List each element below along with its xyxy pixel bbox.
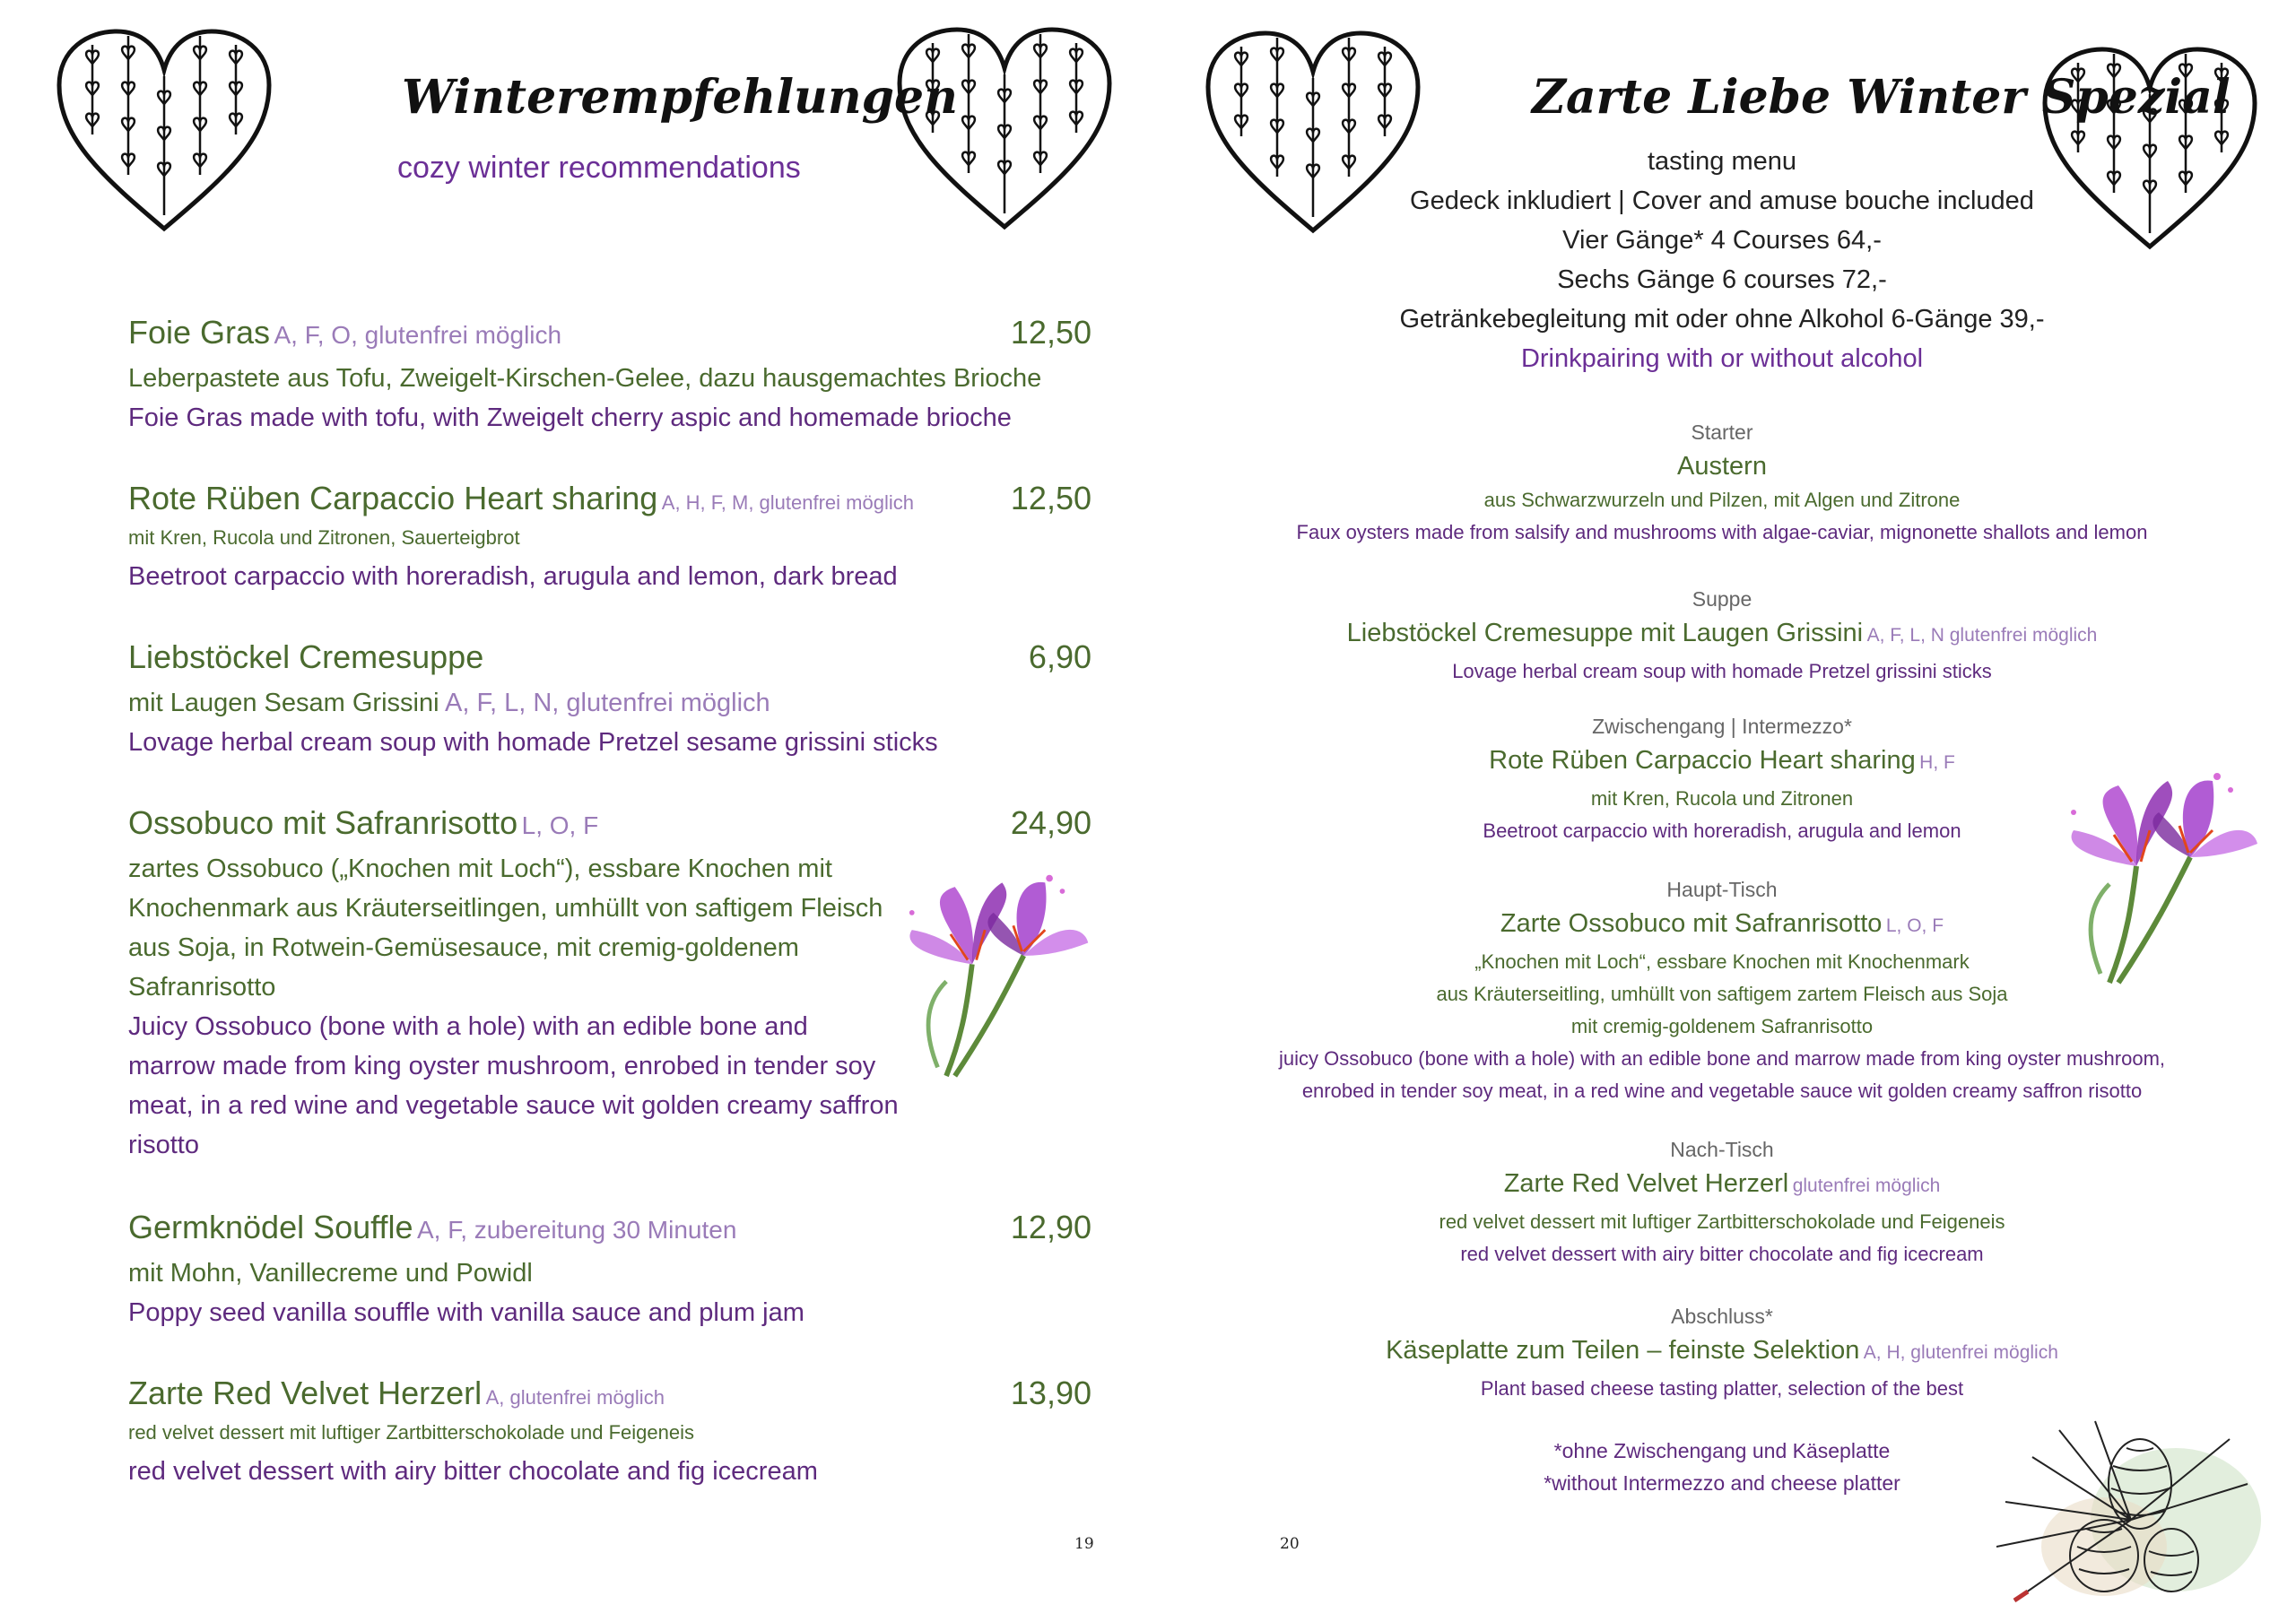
page-title: Winterempfehlungen — [402, 70, 958, 125]
dish-price: 6,90 — [1028, 638, 1091, 675]
dish-allergens: L, O, F — [521, 811, 599, 839]
dish-description-en: risotto — [128, 1131, 199, 1159]
course-description-de: red velvet dessert mit luftiger Zartbitterschokolade und Feigeneis — [1439, 1210, 2005, 1233]
course-category: Zwischengang | Intermezzo* — [1592, 715, 1852, 738]
course-description-en: Faux oysters made from salsify and mushrooms with algae-caviar, mignonette shallots and lemon — [1296, 521, 2148, 543]
course-allergens: A, F, L, N glutenfrei möglich — [1866, 625, 2098, 646]
heart-doodle-icon — [892, 25, 1117, 231]
dish-description-en: meat, in a red wine and vegetable sauce wit golden creamy saffron — [128, 1091, 899, 1120]
heart-doodle-icon — [52, 27, 276, 233]
crocus-flower-icon — [2047, 741, 2262, 1010]
course-description-en: juicy Ossobuco (bone with a hole) with an edible bone and marrow made from king oyster mushroom, — [1278, 1047, 2166, 1070]
footnote: *without Intermezzo and cheese platter — [1544, 1471, 1900, 1495]
course-name: Käseplatte zum Teilen – feinste Selektion — [1386, 1336, 1860, 1365]
right-page — [1148, 0, 2296, 1622]
page-subtitle: cozy winter recommendations — [397, 151, 801, 185]
header-line: Vier Gänge* 4 Courses 64,- — [1562, 226, 1882, 255]
footnote: *ohne Zwischengang und Käseplatte — [1553, 1439, 1891, 1462]
dish-description-de: zartes Ossobuco („Knochen mit Loch“), essbare Knochen mit — [128, 854, 832, 883]
dish-name: Liebstöckel Cremesuppe — [128, 638, 484, 675]
dish-name: Rote Rüben Carpaccio Heart sharing — [128, 480, 658, 516]
header-line: Sechs Gänge 6 courses 72,- — [1557, 265, 1887, 294]
dish-description-de: Safranrisotto — [128, 973, 276, 1002]
dish-name: Ossobuco mit Safranrisotto — [128, 804, 518, 841]
dish-description-en: Lovage herbal cream soup with homade Pretzel sesame grissini sticks — [128, 728, 938, 757]
dish-name: Germknödel Souffle — [128, 1209, 413, 1245]
dish-description-de: mit Mohn, Vanillecreme und Powidl — [128, 1259, 533, 1288]
dish-price: 13,90 — [1010, 1375, 1091, 1411]
header-line-en: Drinkpairing with or without alcohol — [1520, 344, 1924, 373]
dish-price: 24,90 — [1010, 804, 1091, 841]
course-category: Starter — [1691, 421, 1753, 444]
dish-allergens: A, F, zubereitung 30 Minuten — [416, 1216, 737, 1244]
course-description-de: mit cremig-goldenem Safranrisotto — [1570, 1015, 1874, 1037]
course-category: Haupt-Tisch — [1666, 878, 1778, 901]
course-description-en: Plant based cheese tasting platter, selection of the best — [1480, 1377, 1964, 1400]
course-allergens: L, O, F — [1885, 915, 1944, 936]
course-category: Suppe — [1692, 587, 1752, 611]
dish-allergens: A, F, O, glutenfrei möglich — [274, 321, 562, 349]
tasting-menu-header — [1148, 142, 2296, 378]
course-name: Rote Rüben Carpaccio Heart sharing — [1489, 746, 1916, 775]
dish-description-de: Knochenmark aus Kräuterseitlingen, umhüllt von saftigem Fleisch — [128, 894, 883, 923]
crocus-flower-icon — [886, 856, 1092, 1089]
dish-description-de: aus Soja, in Rotwein-Gemüsesauce, mit cremig-goldenem — [128, 933, 799, 962]
dish-description-de: mit Laugen Sesam Grissini — [128, 689, 439, 717]
header-line: Getränkebegleitung mit oder ohne Alkohol 6-Gänge 39,- — [1399, 305, 2045, 334]
course-cheese — [1148, 1300, 2296, 1405]
course-allergens: H, F — [1919, 752, 1955, 773]
course-category: Nach-Tisch — [1670, 1138, 1774, 1161]
course-description-en: enrobed in tender soy meat, in a red wine and vegetable sauce wit golden creamy saffron risotto — [1301, 1080, 2143, 1102]
dish-description-de: red velvet dessert mit luftiger Zartbitterschokolade und Feigeneis — [128, 1421, 694, 1444]
course-description-en: red velvet dessert with airy bitter chocolate and fig icecream — [1460, 1243, 1984, 1265]
course-description-en: Beetroot carpaccio with horeradish, arugula and lemon — [1483, 820, 1961, 842]
course-description-de: aus Schwarzwurzeln und Pilzen, mit Algen und Zitrone — [1483, 489, 1961, 511]
dish-description-en: Foie Gras made with tofu, with Zweigelt cherry aspic and homemade brioche — [128, 403, 1012, 432]
dish-price: 12,90 — [1010, 1209, 1091, 1245]
dish-name: Zarte Red Velvet Herzerl — [128, 1375, 483, 1411]
course-description-en: Lovage herbal cream soup with homade Pretzel grissini sticks — [1452, 660, 1992, 682]
dish-description-de: Leberpastete aus Tofu, Zweigelt-Kirschen-Gelee, dazu hausgemachtes Brioche — [128, 364, 1042, 393]
dish-name: Foie Gras — [128, 314, 271, 351]
course-name: Zarte Ossobuco mit Safranrisotto — [1500, 909, 1883, 938]
course-name: Liebstöckel Cremesuppe mit Laugen Grissini — [1346, 619, 1864, 647]
course-starter — [1148, 416, 2296, 549]
pine-cone-icon — [1996, 1412, 2266, 1609]
header-line: tasting menu — [1647, 147, 1797, 176]
course-soup — [1148, 583, 2296, 688]
dish-allergens: A, glutenfrei möglich — [485, 1386, 665, 1409]
course-allergens: glutenfrei möglich — [1792, 1175, 1941, 1196]
dish-description-en: red velvet dessert with airy bitter chocolate and fig icecream — [128, 1457, 818, 1486]
dish-allergens: A, H, F, M, glutenfrei möglich — [661, 491, 914, 514]
course-name: Austern — [1677, 452, 1767, 481]
course-allergens: A, H, glutenfrei möglich — [1863, 1342, 2058, 1363]
course-description-de: aus Kräuterseitling, umhüllt von saftigem zartem Fleisch aus Soja — [1436, 983, 2008, 1005]
course-description-de: mit Kren, Rucola und Zitronen — [1590, 787, 1854, 810]
course-description-de: „Knochen mit Loch“, essbare Knochen mit Knochenmark — [1474, 950, 1970, 973]
course-dessert — [1148, 1133, 2296, 1271]
dish-price: 12,50 — [1010, 480, 1091, 516]
dish-allergens: A, F, L, N, glutenfrei möglich — [445, 689, 770, 717]
course-category: Abschluss* — [1671, 1305, 1773, 1328]
page-number: 20 — [1280, 1535, 1300, 1553]
page-title: Zarte Liebe Winter Spezial — [1532, 70, 2231, 125]
course-name: Zarte Red Velvet Herzerl — [1503, 1169, 1789, 1198]
dish-price: 12,50 — [1010, 314, 1091, 351]
dish-description-en: marrow made from king oyster mushroom, enrobed in tender soy — [128, 1052, 876, 1080]
header-line: Gedeck inkludiert | Cover and amuse bouche included — [1410, 186, 2034, 215]
dish-description-en: Beetroot carpaccio with horeradish, arugula and lemon, dark bread — [128, 562, 898, 591]
dish-description-de: mit Kren, Rucola und Zitronen, Sauerteigbrot — [128, 526, 520, 549]
page-number: 19 — [1074, 1535, 1094, 1553]
dish-description-en: Juicy Ossobuco (bone with a hole) with an edible bone and — [128, 1012, 808, 1041]
dish-description-en: Poppy seed vanilla souffle with vanilla sauce and plum jam — [128, 1298, 804, 1327]
